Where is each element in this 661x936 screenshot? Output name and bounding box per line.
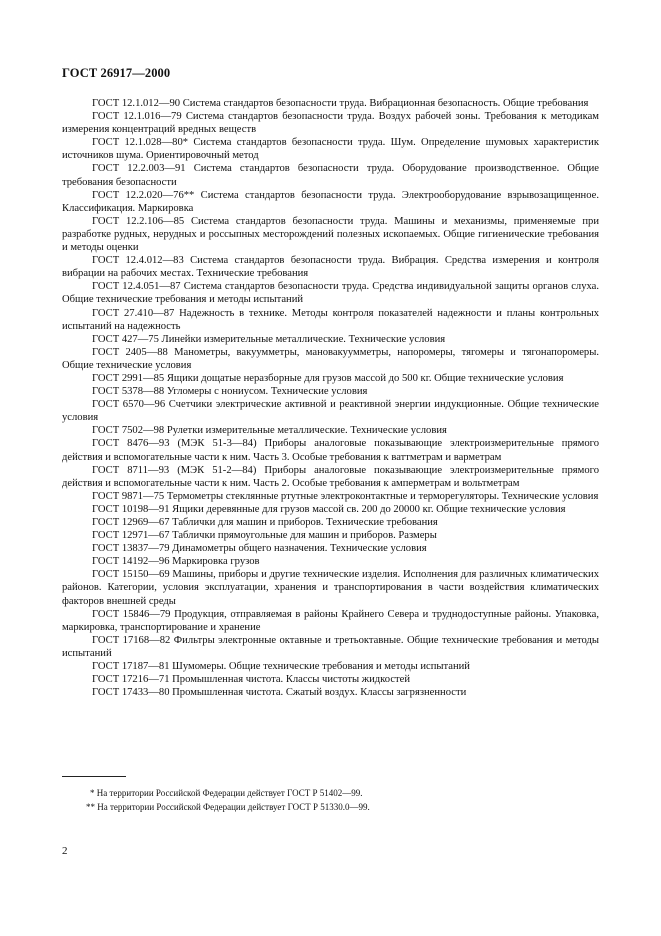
footnote: ** На территории Российской Федерации действует ГОСТ Р 51330.0—99. <box>86 801 370 812</box>
reference-item: ГОСТ 15150—69 Машины, приборы и другие технические изделия. Исполнения для различных климатических районов. Категории, условия эксплуатации, хранения и транспортирования в части воздействия климатических факторов внешней среды <box>62 569 599 607</box>
reference-item: ГОСТ 12971—67 Таблички прямоугольные для машин и приборов. Размеры <box>92 530 437 542</box>
reference-item: ГОСТ 8711—93 (МЭК 51-2—84) Приборы аналоговые показывающие электроизмерительные прямого действия и вспомогательные части к ним. Часть 2. Особые требования к амперметрам и вольтметрам <box>62 464 599 489</box>
reference-item: ГОСТ 12.1.012—90 Система стандартов безопасности труда. Вибрационная безопасность. Общие требования <box>92 98 589 109</box>
footnote: * На территории Российской Федерации действует ГОСТ Р 51402—99. <box>90 788 363 798</box>
reference-item: ГОСТ 12.2.106—85 Система стандартов безопасности труда. Машины и механизмы, применяемые при разработке рудных, нерудных и россыпных месторождений полезных ископаемых. Общие гигиенические требования и методы оценки <box>62 215 599 254</box>
reference-item: ГОСТ 14192—96 Маркировка грузов <box>92 556 260 568</box>
reference-item: ГОСТ 10198—91 Ящики деревянные для грузов массой св. 200 до 20000 кг. Общие технические условия <box>92 503 566 515</box>
reference-item: ГОСТ 13837—79 Динамометры общего назначения. Технические условия <box>92 543 427 555</box>
reference-item: ГОСТ 12.1.028—80* Система стандартов безопасности труда. Шум. Определение шумовых характеристик источников шума. Ориентировочный метод <box>62 137 599 162</box>
reference-item: ГОСТ 12969—67 Таблички для машин и приборов. Технические требования <box>92 517 438 528</box>
reference-item: ГОСТ 2991—85 Ящики дощатые неразборные для грузов массой до 500 кг. Общие технические условия <box>92 372 564 384</box>
reference-item: ГОСТ 12.4.051—87 Система стандартов безопасности труда. Средства индивидуальной защиты органов слуха. Общие технические требования и методы испытаний <box>62 281 599 306</box>
reference-item: ГОСТ 17216—71 Промышленная чистота. Классы чистоты жидкостей <box>92 674 411 686</box>
reference-item: ГОСТ 17433—80 Промышленная чистота. Сжатый воздух. Классы загрязненности <box>92 687 467 699</box>
reference-item: ГОСТ 8476—93 (МЭК 51-3—84) Приборы аналоговые показывающие электроизмерительные прямого действия и вспомогательные части к ним. Часть 3. Особые требования к ваттметрам и варметрам <box>62 438 599 463</box>
reference-item: ГОСТ 12.1.016—79 Система стандартов безопасности труда. Воздух рабочей зоны. Требования к методикам измерения концентраций вредных веществ <box>62 111 599 136</box>
reference-item: ГОСТ 17168—82 Фильтры электронные октавные и третьоктавные. Общие технические требования и методы испытаний <box>62 634 599 659</box>
reference-item: ГОСТ 7502—98 Рулетки измерительные металлические. Технические условия <box>92 425 447 437</box>
page-number: 2 <box>62 845 68 857</box>
reference-item: ГОСТ 9871—75 Термометры стеклянные ртутные электроконтактные и терморегуляторы. Технические условия <box>92 490 599 502</box>
reference-item: ГОСТ 427—75 Линейки измерительные металлические. Технические условия <box>92 333 446 345</box>
reference-item: ГОСТ 6570—96 Счетчики электрические активной и реактивной энергии индукционные. Общие технические условия <box>62 399 599 424</box>
reference-item: ГОСТ 15846—79 Продукция, отправляемая в районы Крайнего Севера и труднодоступные районы. Упаковка, маркировка, транспортирование и хранение <box>62 608 599 633</box>
reference-list <box>62 97 599 699</box>
document-header: ГОСТ 26917—2000 <box>62 66 171 80</box>
reference-item: ГОСТ 27.410—87 Надежность в технике. Методы контроля показателей надежности и планы контрольных испытаний на надежность <box>62 307 599 332</box>
reference-item: ГОСТ 12.2.003—91 Система стандартов безопасности труда. Оборудование производственное. Общие требования безопасности <box>62 163 599 188</box>
footnotes <box>62 787 599 814</box>
reference-item: ГОСТ 17187—81 Шумомеры. Общие технические требования и методы испытаний <box>92 661 470 673</box>
footnote-separator <box>62 776 126 777</box>
reference-item: ГОСТ 12.4.012—83 Система стандартов безопасности труда. Вибрация. Средства измерения и контроля вибрации на рабочих местах. Технические требования <box>62 255 599 280</box>
reference-item: ГОСТ 2405—88 Манометры, вакуумметры, мановакуумметры, напоромеры, тягомеры и тягонапоромеры. Общие технические условия <box>62 346 599 371</box>
reference-item: ГОСТ 12.2.020—76** Система стандартов безопасности труда. Электрооборудование взрывозащищенное. Классификация. Маркировка <box>62 189 599 214</box>
reference-item: ГОСТ 5378—88 Угломеры с нониусом. Технические условия <box>92 386 368 398</box>
